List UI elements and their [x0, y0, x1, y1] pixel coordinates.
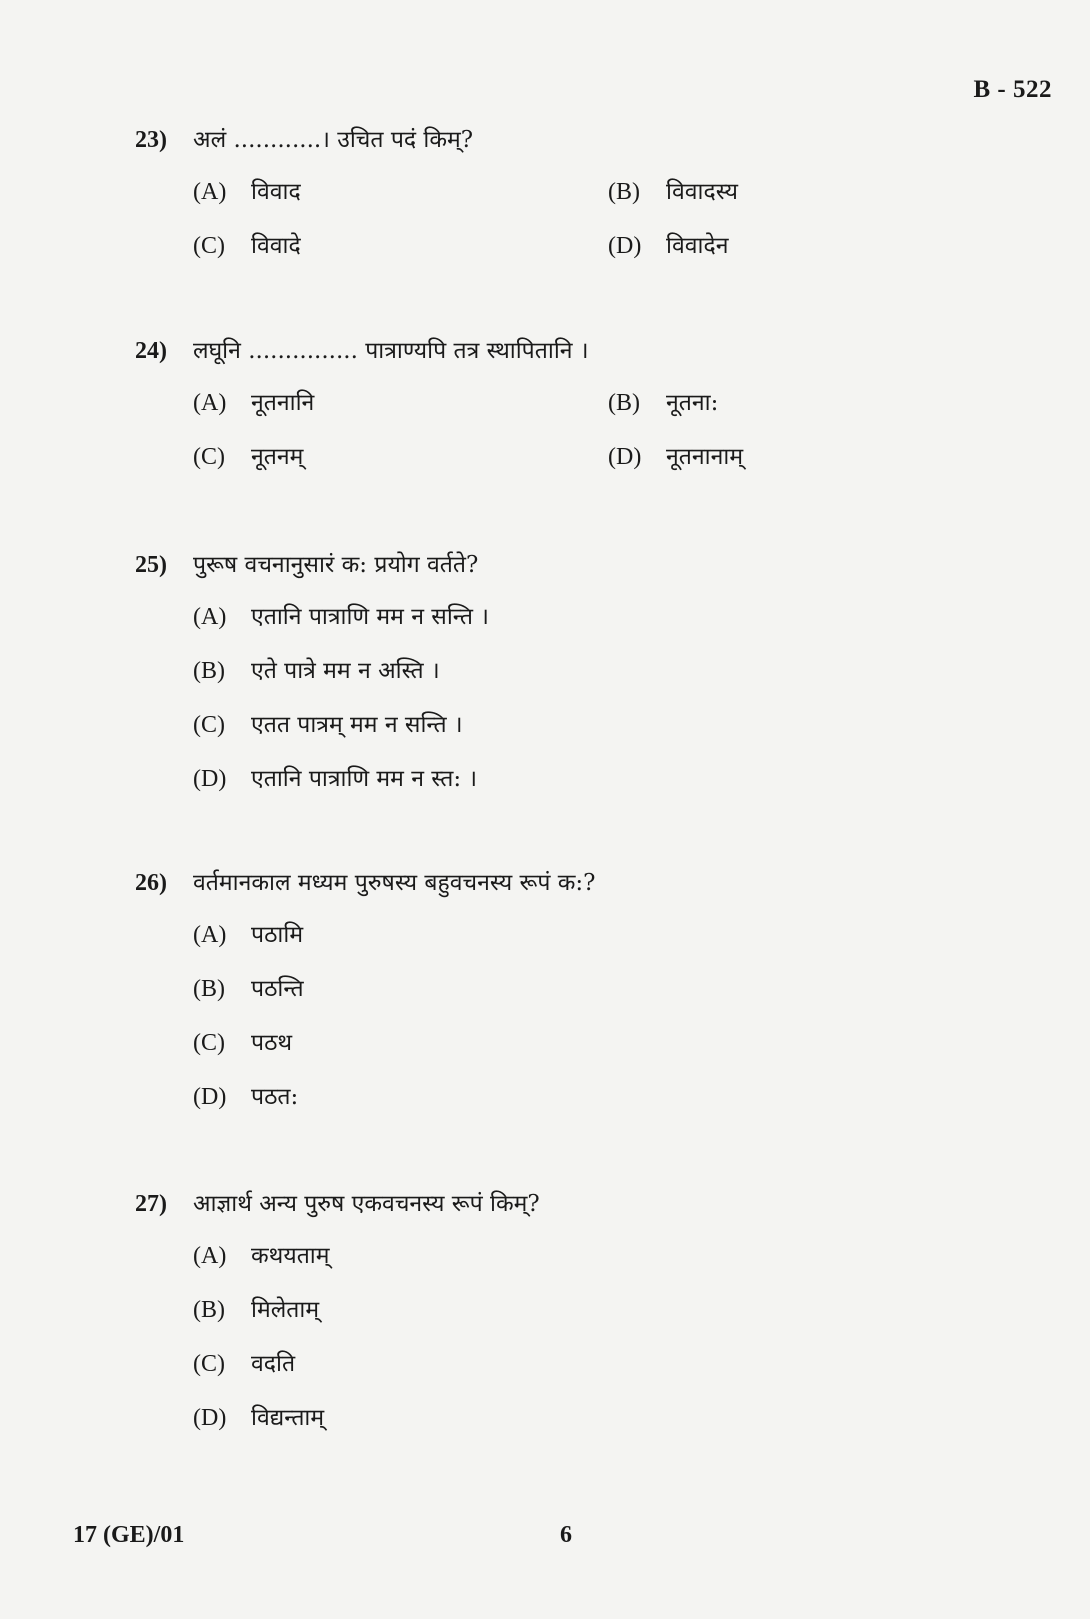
question-text: पुरूष वचनानुसारं क: प्रयोग वर्तते?	[193, 552, 479, 578]
option-text: कथयताम्	[251, 1243, 330, 1269]
option-a	[193, 385, 608, 425]
option-text: एते पात्रे मम न अस्ति ।	[251, 658, 440, 684]
question-number: 23)	[135, 127, 167, 153]
option-label: (A)	[193, 390, 227, 416]
option-c	[193, 707, 1015, 747]
option-label: (B)	[608, 390, 640, 416]
option-text: एतानि पात्राणि मम न स्त: ।	[251, 766, 478, 792]
option-c	[193, 1346, 1015, 1386]
option-c	[193, 1025, 1015, 1065]
option-text: विद्यन्ताम्	[251, 1405, 325, 1431]
options	[193, 1238, 1015, 1440]
option-d	[608, 439, 1023, 479]
option-label: (C)	[193, 712, 225, 738]
question-text: अलं ............। उचित पदं किम्?	[193, 127, 474, 153]
footer-code: 17 (GE)/01	[73, 1522, 185, 1548]
option-text: नूतनानि	[251, 390, 315, 416]
question-number: 27)	[135, 1191, 167, 1217]
option-c	[193, 439, 608, 479]
question-line	[135, 1186, 1015, 1226]
question-line	[135, 547, 1015, 587]
option-text: पठथ	[251, 1030, 293, 1056]
question-line	[135, 333, 1015, 373]
question-text: वर्तमानकाल मध्यम पुरुषस्य बहुवचनस्य रूपं क:?	[193, 870, 596, 896]
question-line	[135, 122, 1015, 162]
option-b	[608, 385, 1023, 425]
option-d	[193, 1079, 1015, 1119]
option-text: मिलेताम्	[251, 1297, 320, 1323]
option-label: (A)	[193, 922, 227, 948]
option-label: (D)	[193, 1084, 227, 1110]
question-line	[135, 865, 1015, 905]
question-number: 25)	[135, 552, 167, 578]
option-d	[193, 761, 1015, 801]
option-text: एतत पात्रम् मम न सन्ति ।	[251, 712, 463, 738]
paper-code: B - 522	[973, 76, 1052, 103]
option-d	[193, 1400, 1015, 1440]
options	[193, 174, 1015, 268]
option-label: (A)	[193, 604, 227, 630]
option-text: नूतना:	[666, 390, 719, 416]
option-text: वदति	[251, 1351, 296, 1377]
question-25	[135, 547, 1015, 801]
option-label: (B)	[193, 658, 225, 684]
option-label: (B)	[608, 179, 640, 205]
option-text: विवाद	[251, 179, 301, 205]
option-a	[193, 917, 1015, 957]
option-label: (C)	[193, 1030, 225, 1056]
option-text: विवादेन	[666, 233, 729, 259]
option-label: (D)	[608, 444, 642, 470]
option-label: (B)	[193, 1297, 225, 1323]
option-a	[193, 1238, 1015, 1278]
option-text: पठत:	[251, 1084, 299, 1110]
option-label: (A)	[193, 179, 227, 205]
option-label: (D)	[193, 1405, 227, 1431]
option-b	[193, 653, 1015, 693]
options	[193, 917, 1015, 1119]
question-number: 26)	[135, 870, 167, 896]
question-text: आज्ञार्थ अन्य पुरुष एकवचनस्य रूपं किम्?	[193, 1191, 540, 1217]
option-text: विवादस्य	[666, 179, 738, 205]
option-label: (D)	[193, 766, 227, 792]
question-27	[135, 1186, 1015, 1440]
option-a	[193, 599, 1015, 639]
question-text: लघूनि ............... पात्राण्यपि तत्र स्थापितानि ।	[193, 338, 589, 364]
option-b	[193, 1292, 1015, 1332]
option-c	[193, 228, 608, 268]
option-label: (D)	[608, 233, 642, 259]
option-text: एतानि पात्राणि मम न सन्ति ।	[251, 604, 490, 630]
option-b	[608, 174, 1023, 214]
option-text: नूतनम्	[251, 444, 304, 470]
option-text: पठन्ति	[251, 976, 304, 1002]
option-label: (A)	[193, 1243, 227, 1269]
option-d	[608, 228, 1023, 268]
option-label: (C)	[193, 233, 225, 259]
question-24	[135, 333, 1015, 479]
option-text: पठामि	[251, 922, 304, 948]
option-label: (C)	[193, 444, 225, 470]
option-label: (C)	[193, 1351, 225, 1377]
question-23	[135, 122, 1015, 268]
option-b	[193, 971, 1015, 1011]
option-label: (B)	[193, 976, 225, 1002]
option-text: नूतनानाम्	[666, 444, 744, 470]
question-number: 24)	[135, 338, 167, 364]
page-number: 6	[560, 1522, 572, 1548]
option-a	[193, 174, 608, 214]
options	[193, 385, 1015, 479]
options	[193, 599, 1015, 801]
question-26	[135, 865, 1015, 1119]
option-text: विवादे	[251, 233, 301, 259]
